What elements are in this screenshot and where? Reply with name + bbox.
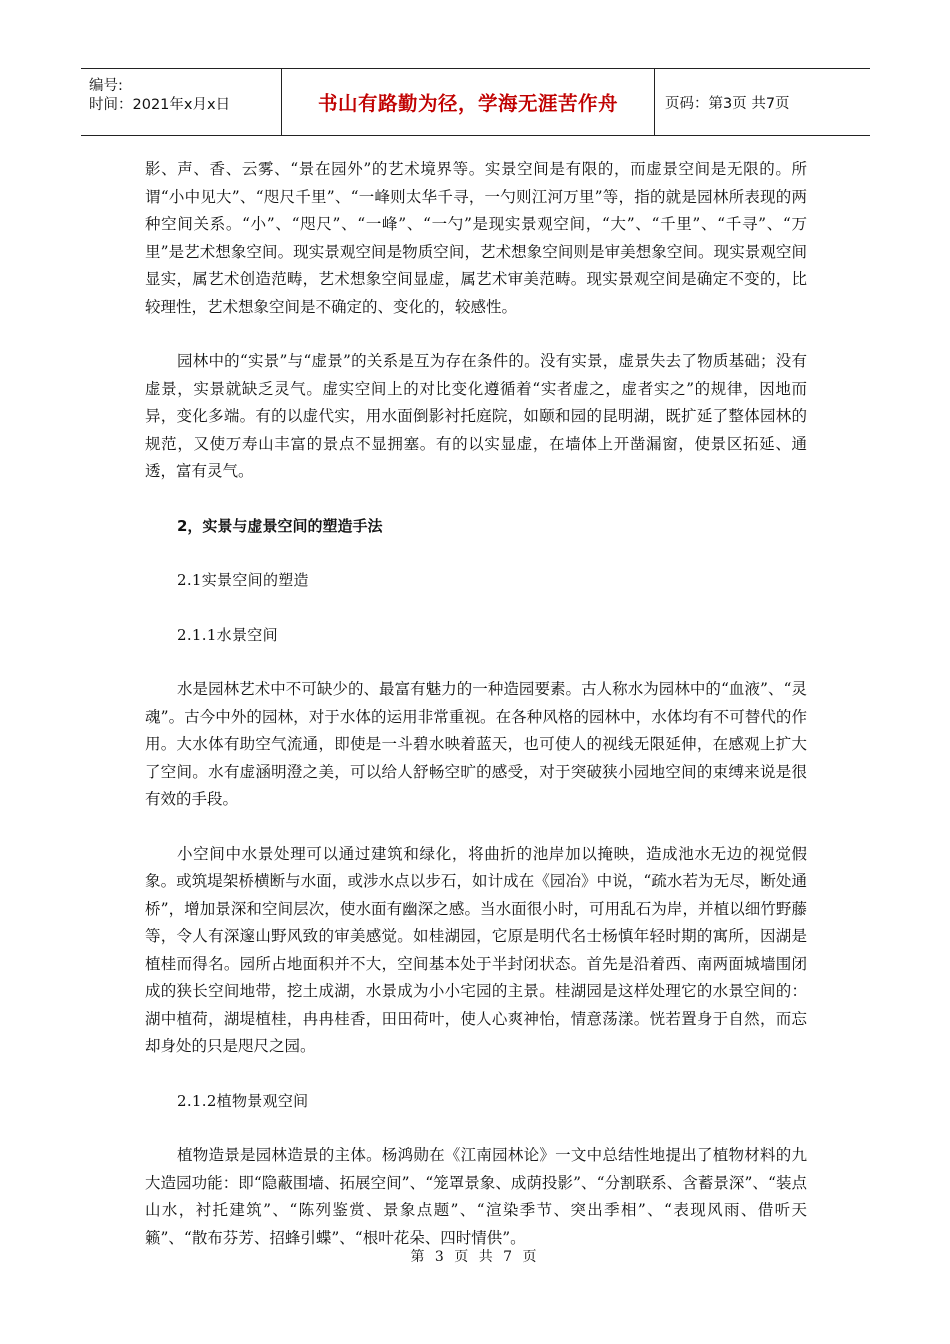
paragraph-real-virtual: 园林中的“实景”与“虚景”的关系是互为存在条件的。没有实景，虚景失去了物质基础；没有虚景，实景就缺乏灵气。虚实空间上的对比变化遵循着“实者虚之，虚者实之”的规律，因地而异，变化多端。有的以虚代实，用水面倒影衬托庭院，如颐和园的昆明湖，既扩延了整体园林的规范，又使万寿山丰富的景点不显拥塞。有的以实显虚，在墙体上开凿漏窗，使景区拓延、通透，富有灵气。 [145, 352, 807, 480]
section-heading-2-1-2: 2.1.2植物景观空间 [177, 1091, 309, 1110]
section-heading-2-1: 2.1实景空间的塑造 [177, 571, 309, 589]
page-footer: 第 3 页 共 7 页 [410, 1249, 540, 1265]
paragraph-space-relations: 影、声、香、云雾、“景在园外”的艺术境界等。实景空间是有限的，而虚景空间是无限的。所谓“小中见大”、“咫尺千里”、“一峰则太华千寻，一勺则江河万里”等，指的就是园林所表现的两种空间关系。“小”、“咫尺”、“一峰”、“一勺”是现实景观空间，“大”、“千里”、“千寻”、“万里”是艺术想象空间。现实景观空间是物质空间，艺术想象空间则是审美想象空间。现实景观空间显实，属艺术创造范畴，艺术想象空间显虚，属艺术审美范畴。现实景观空间是确定不变的，比较理性，艺术想象空间是不确定的、变化的，较感性。 [145, 160, 807, 316]
header-meta [81, 69, 282, 135]
header-page-number: 页码：第3页 共7页 [665, 95, 790, 112]
document-number-label: 编号: [89, 78, 123, 94]
header-motto: 书山有路勤为径，学海无涯苦作舟 [282, 69, 655, 135]
page-header [81, 68, 870, 136]
paragraph-water-small-space: 小空间中水景处理可以通过建筑和绿化，将曲折的池岸加以掩映，造成池水无边的视觉假象。或筑堤架桥横断与水面，或涉水点以步石，如计成在《园冶》中说，“疏水若为无尽，断处通桥”，增加景深和空间层次，使水面有幽深之感。当水面很小时，可用乱石为岸，并植以细竹野藤等，令人有深邃山野风致的审美感觉。如桂湖园，它原是明代名士杨慎年轻时期的寓所，因湖是植桂而得名。园所占地面积并不大，空间基本处于半封闭状态。首先是沿着西、南两面城墙围闭成的狭长空间地带，挖土成湖，水景成为小小宅园的主景。桂湖园是这样处理它的水景空间的：湖中植荷，湖堤植桂，冉冉桂香，田田荷叶，使人心爽神怡，情意荡漾。恍若置身于自然，而忘却身处的只是咫尺之园。 [145, 844, 807, 1055]
document-body [145, 156, 807, 1252]
paragraph-plant-landscape: 植物造景是园林造景的主体。杨鸿勋在《江南园林论》一文中总结性地提出了植物材料的九大造园功能：即“隐蔽围墙、拓展空间”、“笼罩景象、成荫投影”、“分割联系、含蓄景深”、“装点山水，衬托建筑”、“陈列鉴赏、景象点题”、“渲染季节、突出季相”、“表现风雨、借听天籁”、“散布芬芳、招蜂引蝶”、“根叶花朵、四时情供”。 [145, 1146, 807, 1247]
paragraph-water-intro: 水是园林艺术中不可缺少的、最富有魅力的一种造园要素。古人称水为园林中的“血液”、“灵魂”。古今中外的园林，对于水体的运用非常重视。在各种风格的园林中，水体均有不可替代的作用。大水体有助空气流通，即使是一斗碧水映着蓝天，也可使人的视线无限延伸，在感观上扩大了空间。水有虚涵明澄之美，可以给人舒畅空旷的感受，对于突破狭小园地空间的束缚来说是很有效的手段。 [145, 680, 807, 808]
document-date-label: 时间：2021年x月x日 [89, 97, 231, 113]
section-heading-2: 2，实景与虚景空间的塑造手法 [177, 516, 383, 535]
section-heading-2-1-1: 2.1.1水景空间 [177, 625, 278, 644]
